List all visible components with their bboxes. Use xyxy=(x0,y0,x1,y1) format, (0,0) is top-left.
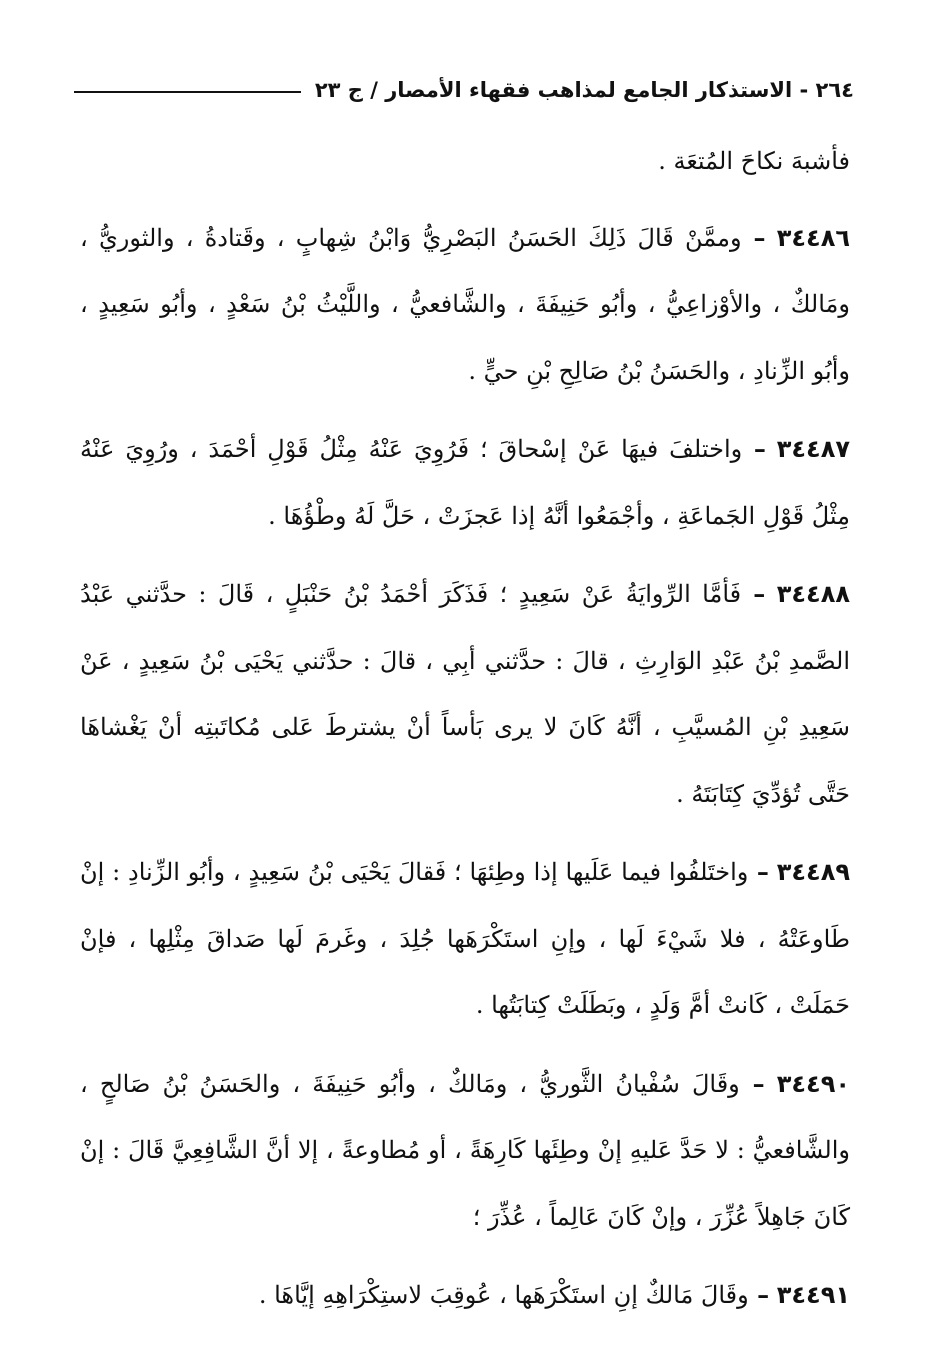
paragraph-number: ٣٤٤٩١ xyxy=(776,1281,850,1309)
number-dash: – xyxy=(742,434,766,463)
paragraph-34490 xyxy=(80,1051,850,1251)
paragraph-text: فَأمَّا الرِّوايَةُ عَنْ سَعِيدٍ ؛ فَذَكَرَ أحْمَدُ بْنُ حَنْبَلٍ ، قَالَ : حدَّثني عَبْدُ الصَّمدِ بْنُ عَبْدِ الوَارِثِ ، قالَ : حدَّثني أبِي ، قالَ : حدَّثني يَحْيَى بْنُ سَعِيدٍ ، عَنْ سَعِيدِ بْنِ المُسيَّبِ ، أنَّهُ كَانَ لا يرى بَأساً أنْ يشترطَ عَلى مُكاتَبتِه أنْ يَغْشاهَا حَتَّى تُؤدِّيَ كِتَابَتَهُ . xyxy=(80,580,850,808)
number-dash: – xyxy=(741,579,766,608)
paragraph-34486 xyxy=(80,205,850,405)
paragraph-number: ٣٤٤٨٨ xyxy=(776,580,850,608)
paragraph-text: واختلفَ فيهَا عَنْ إسْحاقَ ؛ فَرُوِيَ عَنْهُ مِثْلُ قَوْلِ أحْمَدَ ، ورُوِيَ عَنْهُ مِثْلُ قَوْلِ الجَماعَةِ ، وأجْمَعُوا أنَّهُ إذا عَجزَتْ ، حَلَّ لَهُ وطْؤُهَا . xyxy=(80,435,850,530)
number-dash: – xyxy=(739,1068,765,1098)
paragraph-text: وممَّنْ قَالَ ذَلِكَ الحَسَنُ البَصْرِيُّ وَابْنُ شِهابٍ ، وقَتادةُ ، والثوريُّ ، ومَالكٌ ، والأوْزاعِيُّ ، وأبُو حَنِيفَةَ ، والشَّافعيُّ ، واللَّيْثُ بْنُ سَعْدٍ ، وأبُو سَعِيدٍ ، وأبُو الزِّنادِ ، والحَسَنُ بْنُ صَالِحِ بْنِ حيٍّ . xyxy=(80,223,850,385)
number-dash: – xyxy=(748,1280,770,1309)
paragraph-continuation xyxy=(80,128,850,195)
paragraph-34489 xyxy=(80,839,850,1039)
main-text xyxy=(80,128,850,1341)
paragraph-34491 xyxy=(80,1262,850,1329)
running-head-text: ٢٦٤ - الاستذكار الجامع لمذاهب فقهاء الأمصار / ج ٢٣ xyxy=(314,78,854,102)
paragraph-34487 xyxy=(80,416,850,549)
paragraph-text: وقَالَ مَالكٌ إنِ استَكْرَهَها ، عُوقِبَ لاستِكْرَاهِهِ إيَّاهَا . xyxy=(258,1281,749,1309)
running-head xyxy=(74,70,854,110)
paragraph-text: وقَالَ سُفْيانُ الثَّوريُّ ، ومَالكٌ ، وأبُو حَنِيفَةَ ، والحَسَنُ بْنُ صَالحٍ ، والشَّافعيُّ : لا حَدَّ عَليهِ إنْ وطِئَها كَارِهَةً ، أو مُطاوعةً ، إلا أنَّ الشَّافِعِيَّ قَالَ : إنْ كَانَ جَاهِلاً عُزِّرَ ، وإنْ كَانَ عَالِماً ، عُذِّرَ ؛ xyxy=(80,1069,850,1231)
paragraph-34488 xyxy=(80,561,850,827)
paragraph-number: ٣٤٤٨٧ xyxy=(776,435,850,463)
paragraph-number: ٣٤٤٩٠ xyxy=(776,1069,850,1098)
paragraph-number: ٣٤٤٨٩ xyxy=(776,858,850,886)
paragraph-text: واختَلفُوا فيما عَلَيها إذا وطِئهَا ؛ فَقالَ يَحْيَى بْنُ سَعِيدٍ ، وأبُو الزِّنادِ : إنْ طَاوعَتْهُ ، فلا شَيْءَ لَها ، وإنِ استَكْرَهَها جُلِدَ ، وغَرمَ لَها صَداقَ مِثْلِها ، فإنْ حَمَلَتْ ، كَانتْ أمَّ وَلَدٍ ، وبَطَلَتْ كِتابَتُها . xyxy=(80,858,851,1019)
paragraph-text: فأشبهَ نكاحَ المُتعَة . xyxy=(658,147,850,175)
number-dash: – xyxy=(748,857,769,886)
header-rule xyxy=(74,91,301,93)
paragraph-number: ٣٤٤٨٦ xyxy=(776,223,850,252)
number-dash: – xyxy=(741,222,766,252)
